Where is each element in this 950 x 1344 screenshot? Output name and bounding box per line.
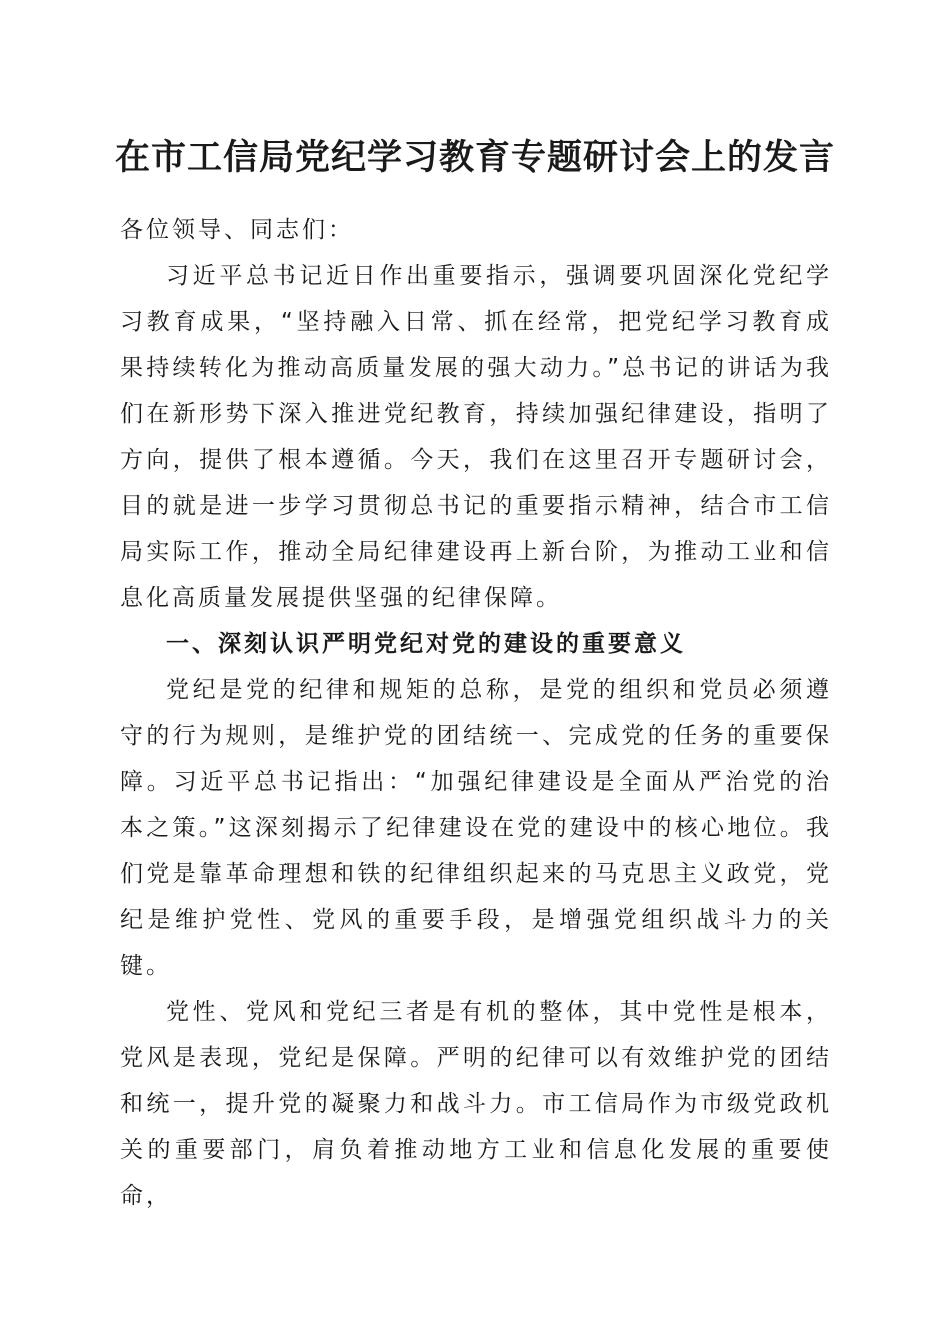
section1-paragraph-1: 党纪是党的纪律和规矩的总称，是党的组织和党员必须遵守的行为规则，是维护党的团结统一、完成党的任务的重要保障。习近平总书记指出：“加强纪律建设是全面从严治党的治本之策。”这深刻揭示了纪律建设在党的建设中的核心地位。我们党是靠革命理想和铁的纪律组织起来的马克思主义政党，党纪是维护党性、党风的重要手段，是增强党组织战斗力的关键。 [120,677,832,979]
document-body [120,207,832,1219]
section1-paragraph-2: 党性、党风和党纪三者是有机的整体，其中党性是根本，党风是表现，党纪是保障。严明的纪律可以有效维护党的团结和统一，提升党的凝聚力和战斗力。市工信局作为市级党政机关的重要部门，肩负着推动地方工业和信息化发展的重要使命， [120,999,832,1209]
intro-paragraph: 习近平总书记近日作出重要指示，强调要巩固深化党纪学习教育成果，“坚持融入日常、抓在经常，把党纪学习教育成果持续转化为推动高质量发展的强大动力。”总书记的讲话为我们在新形势下深入推进党纪教育，持续加强纪律建设，指明了方向，提供了根本遵循。今天，我们在这里召开专题研讨会，目的就是进一步学习贯彻总书记的重要指示精神，结合市工信局实际工作，推动全局纪律建设再上新台阶，为推动工业和信息化高质量发展提供坚强的纪律保障。 [120,263,832,611]
document-title: 在市工信局党纪学习教育专题研讨会上的发言 [114,137,835,178]
salutation: 各位领导、同志们： [120,217,354,243]
section-heading-1: 一、深刻认识严明党纪对党的建设的重要意义 [166,631,686,657]
